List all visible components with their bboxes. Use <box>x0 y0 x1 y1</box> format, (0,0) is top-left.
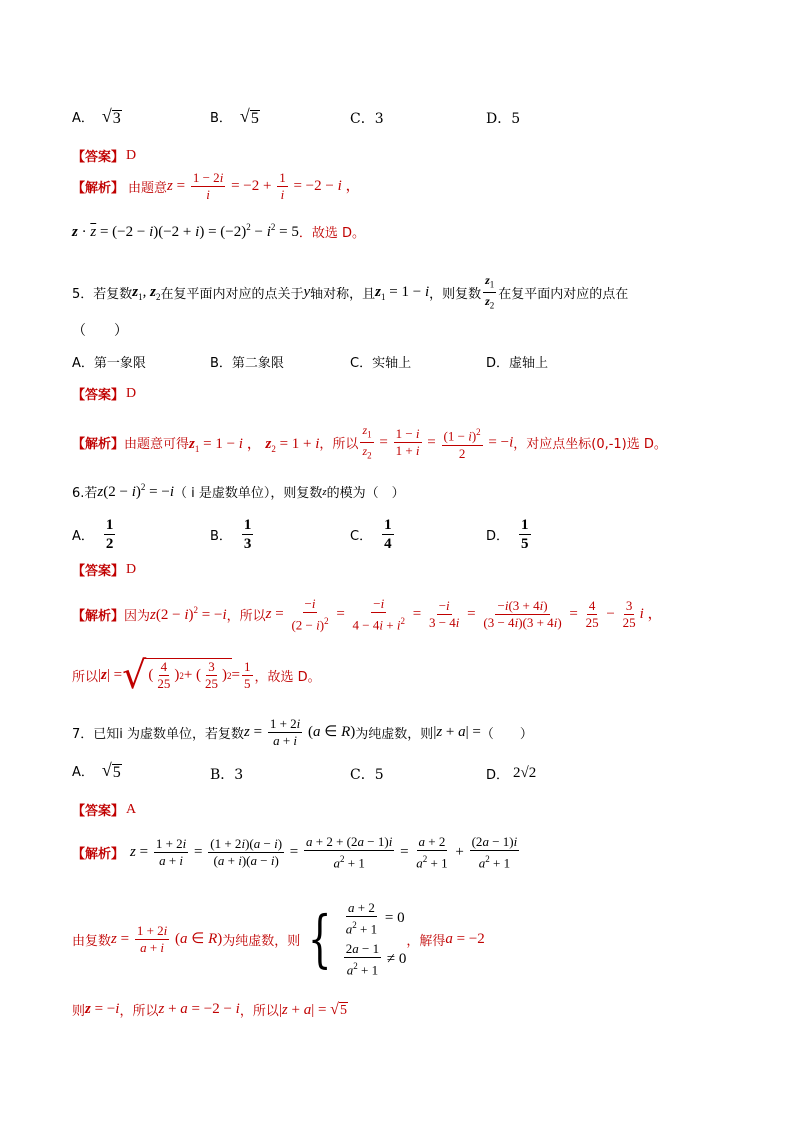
formula: $z \cdot \overline{z} = (-2 - i)(-2 + i) = (-2)^2 - i^2 = 5$ <box>72 222 299 240</box>
formula: z = $\frac{-i}{(2 - i)^2}$ = $\frac{-i}{4 - 4i + i^2}$ = $\frac{-i}{3 - 4i}$ = $\frac{-i(3 + 4i)}{(3 - 4i)(3 + 4i)}$ = $\frac{4}{25}$ − $\frac{3}{25}$ i ， <box>265 596 663 633</box>
analysis-tag: 【解析】 <box>72 847 125 863</box>
q6-analysis-line1: 【解析】 因为 $z(2 - i)^2 = -i$ ，所以 z = $\frac{-i}{(2 - i)^2}$ = $\frac{-i}{4 - 4i + i^2}$ = $\frac{-i}{3 - 4i}$ = $\frac{-i(3 + 4i)}{(3 - 4i)(3 + 4i)}$ = $\frac{4}{25}$ − $\frac{3}{25}$ i ， <box>72 596 663 633</box>
q4-answer-line <box>72 146 136 165</box>
q7-option-c: C．5 <box>350 767 384 783</box>
q6-answer-line <box>72 560 136 579</box>
answer-value: A <box>126 801 137 817</box>
q6-option-c: C． $\frac{1}{4}$ <box>350 517 392 552</box>
answer-value: D <box>126 561 137 577</box>
q4-option-b: B． √ 5 <box>210 106 259 127</box>
q7-analysis-line1 <box>72 834 521 871</box>
q7-analysis-line2: 由复数 z = $\frac{1 + 2i}{a + i}$ (a ∈ R) 为纯虚数，则 { $\frac{a + 2}{a^2 + 1}$ = 0 $\frac{2a - 1}{a^2 + 1}$ ≠ 0 ，解得 a = −2 <box>72 900 485 978</box>
formula: | z | = √ ( $\frac{4}{25}$ ) 2 + ( $\frac{3}{25}$ ) 2 = $\frac{1}{5}$ <box>98 653 251 697</box>
q6-analysis-line2: 所以 | z | = √ ( $\frac{4}{25}$ ) 2 + ( $\frac{3}{25}$ ) 2 = $\frac{1}{5}$ ，故选 D。 <box>72 653 321 697</box>
q6-option-b: B． $\frac{1}{3}$ <box>210 517 252 552</box>
answer-tag: 【答案】 <box>72 564 125 579</box>
sqrt-3: √ 3 <box>101 106 121 127</box>
q6-option-d: D． $\frac{1}{5}$ <box>486 517 529 552</box>
sqrt-5: √ 5 <box>239 106 259 127</box>
answer-tag: 【答案】 <box>72 804 125 819</box>
q4-analysis-line1: 【解析】 由题意 z = $\frac{1 - 2i}{i}$ = −2 + $\frac{1}{i}$ = −2 − i ， <box>72 170 361 202</box>
q5-stem: 5．若复数 $z_1$, $z_2$ 在复平面内对应的点关于 y 轴对称，且 $z_1 = 1 - i$ ，则复数 $\frac{z_1}{z_2}$ 在复平面内对应的点在 <box>72 273 629 311</box>
q5-paren: （ ） <box>72 323 128 339</box>
q7-analysis-line3: 则 z = −i ，所以 z + a = −2 − i ，所以 |z + a| = √ 5 <box>72 1000 347 1019</box>
answer-tag: 【答案】 <box>72 150 125 165</box>
q5-answer-line <box>72 384 136 403</box>
q5-option-b: B．第二象限 <box>210 356 284 371</box>
q7-option-d: D． 2√2 <box>486 765 537 783</box>
answer-value: D <box>126 385 137 401</box>
q7-option-b: B．3 <box>210 767 244 783</box>
answer-tag: 【答案】 <box>72 388 125 403</box>
formula: z = $\frac{1 - 2i}{i}$ = −2 + $\frac{1}{i}$ = −2 − i ， <box>167 170 361 202</box>
formula: z = $\frac{1 + 2i}{a + i}$ = $\frac{(1 + 2i)(a - i)}{(a + i)(a - i)}$ = $\frac{a + 2 + (2a - 1)i}{a^2 + 1}$ = $\frac{a + 2}{a^2 + 1}$ + $\frac{(2a - 1)i}{a^2 + 1}$ <box>130 834 518 871</box>
equation-system: { $\frac{a + 2}{a^2 + 1}$ = 0 $\frac{2a - 1}{a^2 + 1}$ ≠ 0 <box>308 900 407 978</box>
analysis-tag: 【解析】 <box>72 181 125 196</box>
q6-stem: 6.若 $z(2 - i)^2 = -i$ （ i 是虚数单位），则复数 z 的模为（ ） <box>72 482 405 501</box>
answer-value: D <box>126 147 137 163</box>
analysis-tag: 【解析】 <box>72 437 125 453</box>
q4-option-a: A． √ 3 <box>72 106 121 127</box>
q6-option-a: A． $\frac{1}{2}$ <box>72 517 114 552</box>
q5-option-c: C．实轴上 <box>350 356 412 371</box>
q5-analysis: 【解析】 由题意可得 $z_1 = 1 - i$ ， $z_2 = 1 + i$ ，所以 $\frac{z_1}{z_2}$ = $\frac{1 - i}{1 + i}$ = $\frac{(1 - i)^2}{2}$ = −i ，对应点坐标(0,-1)选 D。 <box>72 422 667 464</box>
q7-answer-line <box>72 800 136 819</box>
q7-stem: 7．已知i 为虚数单位，若复数 z = $\frac{1 + 2i}{a + i}$ (a ∈ R) 为纯虚数，则 |z + a| = （ ） <box>72 716 533 748</box>
q7-option-a: A． √ 5 <box>72 760 121 781</box>
q5-option-d: D．虚轴上 <box>486 356 549 371</box>
q4-analysis-line2: $z \cdot \overline{z} = (-2 - i)(-2 + i) = (-2)^2 - i^2 = 5$ ．故选 D。 <box>72 222 365 241</box>
analysis-tag: 【解析】 <box>72 609 125 625</box>
q4-option-d: D．5 <box>486 111 521 127</box>
q5-option-a: A．第一象限 <box>72 356 146 371</box>
formula: $\frac{z_1}{z_2}$ = $\frac{1 - i}{1 + i}$ = $\frac{(1 - i)^2}{2}$ = −i <box>362 423 514 461</box>
q4-option-c: C．3 <box>350 111 384 127</box>
